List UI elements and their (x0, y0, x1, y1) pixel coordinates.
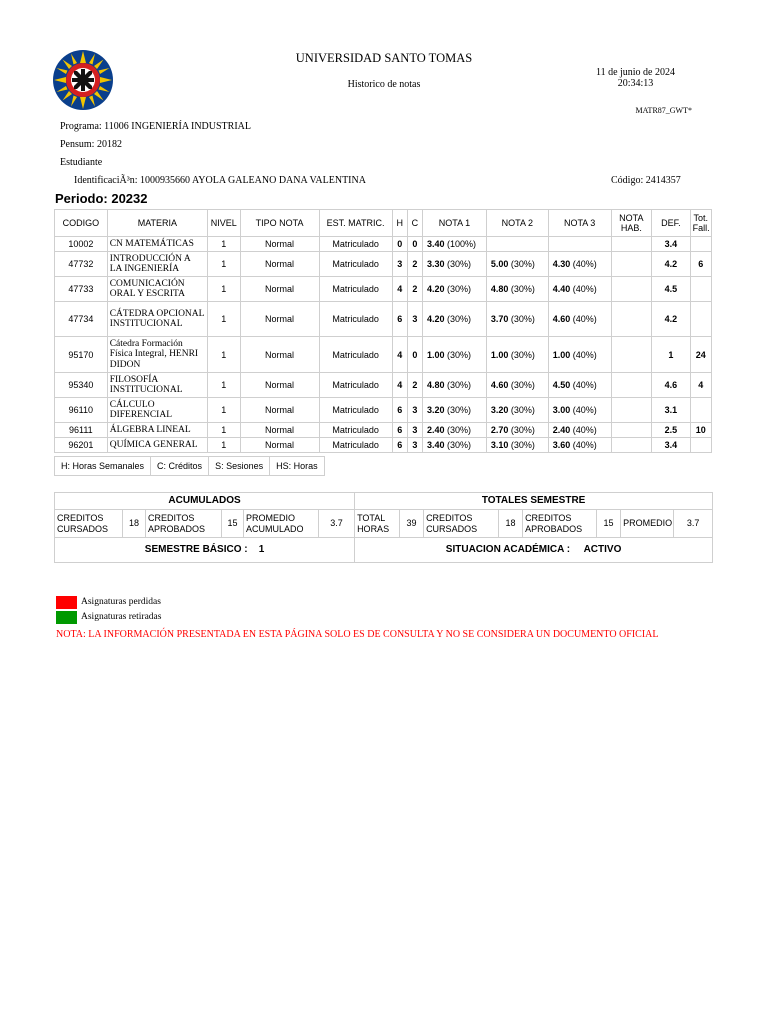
column-header: NOTA HAB. (611, 210, 652, 237)
creditos-cell: 3 (407, 423, 422, 438)
definitiva-cell: 3.4 (652, 237, 691, 252)
situacion-academica: SITUACION ACADÉMICA : ACTIVO (355, 538, 713, 563)
legend-item: H: Horas Semanales (55, 457, 151, 475)
nota-hab-cell (611, 252, 652, 277)
codigo-cell: 96111 (55, 423, 108, 438)
nivel-cell: 1 (208, 337, 240, 373)
acumulados-title: ACUMULADOS (55, 493, 355, 510)
nota1-cell-value: 3.20 (427, 405, 445, 415)
nota1-cell-percent: (30%) (444, 349, 472, 360)
nota1-cell (423, 423, 487, 438)
nota3-cell (548, 398, 611, 423)
nota-hab-cell (611, 398, 652, 423)
nota-hab-cell (611, 337, 652, 373)
creditos-aprobados-label: CREDITOS APROBADOS (146, 510, 222, 538)
nota1-cell-value: 3.40 (427, 239, 445, 249)
nivel-cell: 1 (208, 423, 240, 438)
nota1-cell-percent: (30%) (444, 405, 472, 415)
materia-cell: CÁLCULO DIFERENCIAL (107, 398, 207, 423)
nota3-cell-value: 1.00 (552, 349, 571, 360)
nota3-cell-value: 3.60 (552, 440, 571, 450)
nota2-cell (486, 423, 548, 438)
est-matric-cell: Matriculado (319, 373, 392, 398)
nota3-cell (548, 237, 611, 252)
nota2-cell (486, 373, 548, 398)
nota2-cell-percent: (30%) (508, 284, 535, 294)
grade-row (55, 423, 712, 438)
nota3-cell-value: 3.00 (552, 405, 571, 415)
tipo-nota-cell: Normal (240, 277, 319, 302)
nota2-cell-percent: (30%) (508, 349, 535, 360)
est-matric-cell: Matriculado (319, 252, 392, 277)
creditos-cursados-label: CREDITOS CURSADOS (55, 510, 123, 538)
nota3-cell-percent: (40%) (570, 405, 597, 415)
nota1-cell-value: 1.00 (427, 349, 445, 360)
tipo-nota-cell: Normal (240, 398, 319, 423)
nota2-cell-percent: (30%) (508, 380, 535, 390)
materia-cell: CN MATEMÁTICAS (107, 237, 207, 252)
nota1-cell-percent: (30%) (444, 314, 472, 324)
nota-hab-cell (611, 277, 652, 302)
nota2-cell-value: 3.70 (490, 314, 509, 324)
nota2-cell (486, 398, 548, 423)
grade-row (55, 398, 712, 423)
tipo-nota-cell: Normal (240, 237, 319, 252)
legend-item: S: Sesiones (209, 457, 270, 475)
nota3-cell (548, 373, 611, 398)
report-subtitle: Historico de notas (347, 79, 421, 90)
nota3-cell (548, 438, 611, 453)
definitiva-cell: 3.1 (652, 398, 691, 423)
nivel-cell: 1 (208, 237, 240, 252)
nota1-cell-value: 4.80 (427, 380, 445, 390)
nota2-cell-value: 5.00 (490, 259, 509, 269)
horas-cell: 6 (392, 398, 407, 423)
total-fallas-cell: 6 (690, 252, 711, 277)
creditos-cell: 2 (407, 373, 422, 398)
nota-hab-cell (611, 302, 652, 337)
nota1-cell (423, 337, 487, 373)
nota1-cell-value: 3.30 (427, 259, 445, 269)
sem-creditos-cursados-value: 18 (499, 510, 523, 538)
nivel-cell: 1 (208, 398, 240, 423)
semestre-basico: SEMESTRE BÁSICO : 1 (55, 538, 355, 563)
codigo-cell: 96110 (55, 398, 108, 423)
nota2-cell-percent: (30%) (508, 405, 535, 415)
promedio-label: PROMEDIO (621, 510, 674, 538)
nota2-cell-value: 4.80 (490, 284, 509, 294)
horas-cell: 6 (392, 438, 407, 453)
creditos-cursados-value: 18 (123, 510, 146, 538)
nota2-cell (486, 237, 548, 252)
horas-cell: 4 (392, 373, 407, 398)
est-matric-cell: Matriculado (319, 277, 392, 302)
sem-creditos-aprobados-value: 15 (597, 510, 621, 538)
materia-cell: INTRODUCCIÓN A LA INGENIERÍA (107, 252, 207, 277)
total-fallas-cell (690, 398, 711, 423)
nota2-cell-value: 3.20 (490, 405, 509, 415)
retiradas-label: Asignaturas retiradas (81, 612, 162, 622)
column-header: NOTA 3 (548, 210, 611, 237)
nota2-cell-value: 1.00 (490, 349, 509, 360)
definitiva-cell: 4.2 (652, 252, 691, 277)
nota1-cell-value: 4.20 (427, 284, 445, 294)
nota3-cell (548, 337, 611, 373)
nota3-cell-value: 4.30 (552, 259, 571, 269)
total-fallas-cell (690, 237, 711, 252)
nota3-cell-percent: (40%) (570, 440, 597, 450)
nota3-cell-percent: (40%) (570, 380, 597, 390)
nota2-cell-percent: (30%) (508, 259, 535, 269)
nota3-cell-value: 2.40 (552, 425, 571, 435)
codigo-cell: 95170 (55, 337, 108, 373)
total-fallas-cell: 10 (690, 423, 711, 438)
totals-footer-row (55, 538, 713, 563)
creditos-cell: 2 (407, 277, 422, 302)
nota1-cell-percent: (30%) (444, 380, 472, 390)
est-matric-cell: Matriculado (319, 302, 392, 337)
programa-line: Programa: 11006 INGENIERÍA INDUSTRIAL (60, 121, 251, 132)
codigo-cell: 10002 (55, 237, 108, 252)
nota2-cell-value: 2.70 (490, 425, 509, 435)
creditos-cell: 3 (407, 302, 422, 337)
nivel-cell: 1 (208, 277, 240, 302)
codigo-line: Código: 2414357 (611, 175, 681, 186)
grades-table (54, 209, 712, 453)
nota1-cell (423, 438, 487, 453)
periodo-title: Periodo: 20232 (55, 191, 148, 206)
nota3-cell (548, 277, 611, 302)
column-header: NIVEL (208, 210, 240, 237)
grade-row (55, 337, 712, 373)
definitiva-cell: 1 (652, 337, 691, 373)
nota1-cell-value: 2.40 (427, 425, 445, 435)
nota2-cell-value: 3.10 (490, 440, 509, 450)
total-horas-value: 39 (400, 510, 424, 538)
definitiva-cell: 4.5 (652, 277, 691, 302)
grade-row (55, 237, 712, 252)
est-matric-cell: Matriculado (319, 398, 392, 423)
column-header: H (392, 210, 407, 237)
total-fallas-cell: 4 (690, 373, 711, 398)
creditos-cell: 3 (407, 398, 422, 423)
nota1-cell-percent: (30%) (444, 284, 472, 294)
column-header: NOTA 2 (486, 210, 548, 237)
horas-cell: 3 (392, 252, 407, 277)
grade-row (55, 438, 712, 453)
sem-creditos-aprobados-label: CREDITOS APROBADOS (523, 510, 597, 538)
nota1-cell (423, 373, 487, 398)
nota3-cell (548, 423, 611, 438)
nota2-cell (486, 302, 548, 337)
grades-header-row (55, 210, 712, 237)
nota2-cell-value: 4.60 (490, 380, 509, 390)
codigo-cell: 95340 (55, 373, 108, 398)
estudiante-label: Estudiante (60, 157, 103, 168)
nota3-cell-percent: (40%) (570, 314, 597, 324)
nota-hab-cell (611, 438, 652, 453)
nota1-cell-percent: (100%) (444, 239, 477, 249)
nivel-cell: 1 (208, 302, 240, 337)
grade-row (55, 277, 712, 302)
report-code: MATR87_GWT* (635, 106, 692, 115)
materia-cell: ÁLGEBRA LINEAL (107, 423, 207, 438)
definitiva-cell: 2.5 (652, 423, 691, 438)
total-fallas-cell (690, 277, 711, 302)
column-header: Tot. Fall. (690, 210, 711, 237)
est-matric-cell: Matriculado (319, 237, 392, 252)
totals-table (54, 492, 713, 563)
materia-cell: FILOSOFÍA INSTITUCIONAL (107, 373, 207, 398)
nota-hab-cell (611, 423, 652, 438)
promedio-acumulado-value: 3.7 (319, 510, 355, 538)
codigo-cell: 47732 (55, 252, 108, 277)
nota1-cell (423, 398, 487, 423)
nota3-cell-value: 4.50 (552, 380, 571, 390)
nota2-cell (486, 438, 548, 453)
materia-cell: COMUNICACIÓN ORAL Y ESCRITA (107, 277, 207, 302)
nota1-cell-percent: (30%) (444, 259, 472, 269)
totals-title-row (55, 493, 713, 510)
nota3-cell-value: 4.40 (552, 284, 571, 294)
codigo-cell: 47733 (55, 277, 108, 302)
nota2-cell (486, 337, 548, 373)
creditos-cell: 0 (407, 337, 422, 373)
creditos-cell: 3 (407, 438, 422, 453)
nota1-cell-value: 3.40 (427, 440, 445, 450)
grade-row (55, 373, 712, 398)
tipo-nota-cell: Normal (240, 337, 319, 373)
tipo-nota-cell: Normal (240, 423, 319, 438)
abbreviation-legend (54, 456, 325, 476)
nota3-cell-percent: (40%) (570, 259, 597, 269)
report-datetime (596, 67, 675, 89)
column-header: MATERIA (107, 210, 207, 237)
nota3-cell-value: 4.60 (552, 314, 571, 324)
column-header: DEF. (652, 210, 691, 237)
definitiva-cell: 3.4 (652, 438, 691, 453)
horas-cell: 4 (392, 337, 407, 373)
total-horas-label: TOTAL HORAS (355, 510, 400, 538)
creditos-aprobados-value: 15 (222, 510, 244, 538)
column-header: NOTA 1 (423, 210, 487, 237)
grade-row (55, 252, 712, 277)
nota2-cell-percent: (30%) (508, 425, 535, 435)
column-header: EST. MATRIC. (319, 210, 392, 237)
column-header: TIPO NOTA (240, 210, 319, 237)
legend-item: C: Créditos (151, 457, 209, 475)
horas-cell: 0 (392, 237, 407, 252)
totales-semestre-title: TOTALES SEMESTRE (355, 493, 713, 510)
materia-cell: QUÍMICA GENERAL (107, 438, 207, 453)
est-matric-cell: Matriculado (319, 337, 392, 373)
codigo-cell: 96201 (55, 438, 108, 453)
promedio-acumulado-label: PROMEDIO ACUMULADO (244, 510, 319, 538)
nota1-cell-percent: (30%) (444, 440, 472, 450)
nota-hab-cell (611, 237, 652, 252)
university-title: UNIVERSIDAD SANTO TOMAS (295, 51, 473, 65)
nota2-cell (486, 252, 548, 277)
total-fallas-cell (690, 302, 711, 337)
tipo-nota-cell: Normal (240, 438, 319, 453)
pensum-line: Pensum: 20182 (60, 139, 122, 150)
creditos-cell: 0 (407, 237, 422, 252)
nivel-cell: 1 (208, 373, 240, 398)
retiradas-color-swatch (56, 611, 77, 624)
materia-cell: CÁTEDRA OPCIONAL INSTITUCIONAL (107, 302, 207, 337)
materia-cell: Cátedra Formación Física Integral, HENRI DIDON (107, 337, 207, 373)
report-date: 11 de junio de 2024 (595, 67, 675, 78)
nota2-cell-percent: (30%) (508, 314, 535, 324)
grade-row (55, 302, 712, 337)
nota1-cell (423, 302, 487, 337)
grades-body (55, 237, 712, 453)
horas-cell: 6 (392, 423, 407, 438)
horas-cell: 4 (392, 277, 407, 302)
total-fallas-cell: 24 (690, 337, 711, 373)
horas-cell: 6 (392, 302, 407, 337)
perdidas-color-swatch (56, 596, 77, 609)
definitiva-cell: 4.6 (652, 373, 691, 398)
nota3-cell (548, 302, 611, 337)
column-header: C (407, 210, 422, 237)
nota3-cell-percent: (40%) (570, 349, 597, 360)
nota3-cell-percent: (40%) (570, 425, 597, 435)
nota-hab-cell (611, 373, 652, 398)
total-fallas-cell (690, 438, 711, 453)
est-matric-cell: Matriculado (319, 423, 392, 438)
perdidas-label: Asignaturas perdidas (81, 597, 161, 607)
sem-creditos-cursados-label: CREDITOS CURSADOS (424, 510, 499, 538)
tipo-nota-cell: Normal (240, 373, 319, 398)
identificacion-line: IdentificaciÃ³n: 1000935660 AYOLA GALEANO DANA VALENTINA (74, 175, 366, 186)
est-matric-cell: Matriculado (319, 438, 392, 453)
promedio-value: 3.7 (674, 510, 713, 538)
disclaimer-note: NOTA: LA INFORMACIÓN PRESENTADA EN ESTA PÁGINA SOLO ES DE CONSULTA Y NO SE CONSIDERA UN DOCUMENTO OFICIAL (56, 629, 659, 640)
nota3-cell (548, 252, 611, 277)
nota1-cell (423, 252, 487, 277)
nota1-cell (423, 237, 487, 252)
nota2-cell-percent: (30%) (508, 440, 535, 450)
creditos-cell: 2 (407, 252, 422, 277)
nota1-cell (423, 277, 487, 302)
nota1-cell-value: 4.20 (427, 314, 445, 324)
column-header: CODIGO (55, 210, 108, 237)
tipo-nota-cell: Normal (240, 252, 319, 277)
report-time: 20:34:13 (617, 78, 654, 89)
totals-values-row (55, 510, 713, 538)
nota1-cell-percent: (30%) (444, 425, 472, 435)
nivel-cell: 1 (208, 252, 240, 277)
nota2-cell (486, 277, 548, 302)
legend-item: HS: Horas (276, 461, 318, 471)
definitiva-cell: 4.2 (652, 302, 691, 337)
nivel-cell: 1 (208, 438, 240, 453)
tipo-nota-cell: Normal (240, 302, 319, 337)
codigo-cell: 47734 (55, 302, 108, 337)
nota3-cell-percent: (40%) (570, 284, 597, 294)
